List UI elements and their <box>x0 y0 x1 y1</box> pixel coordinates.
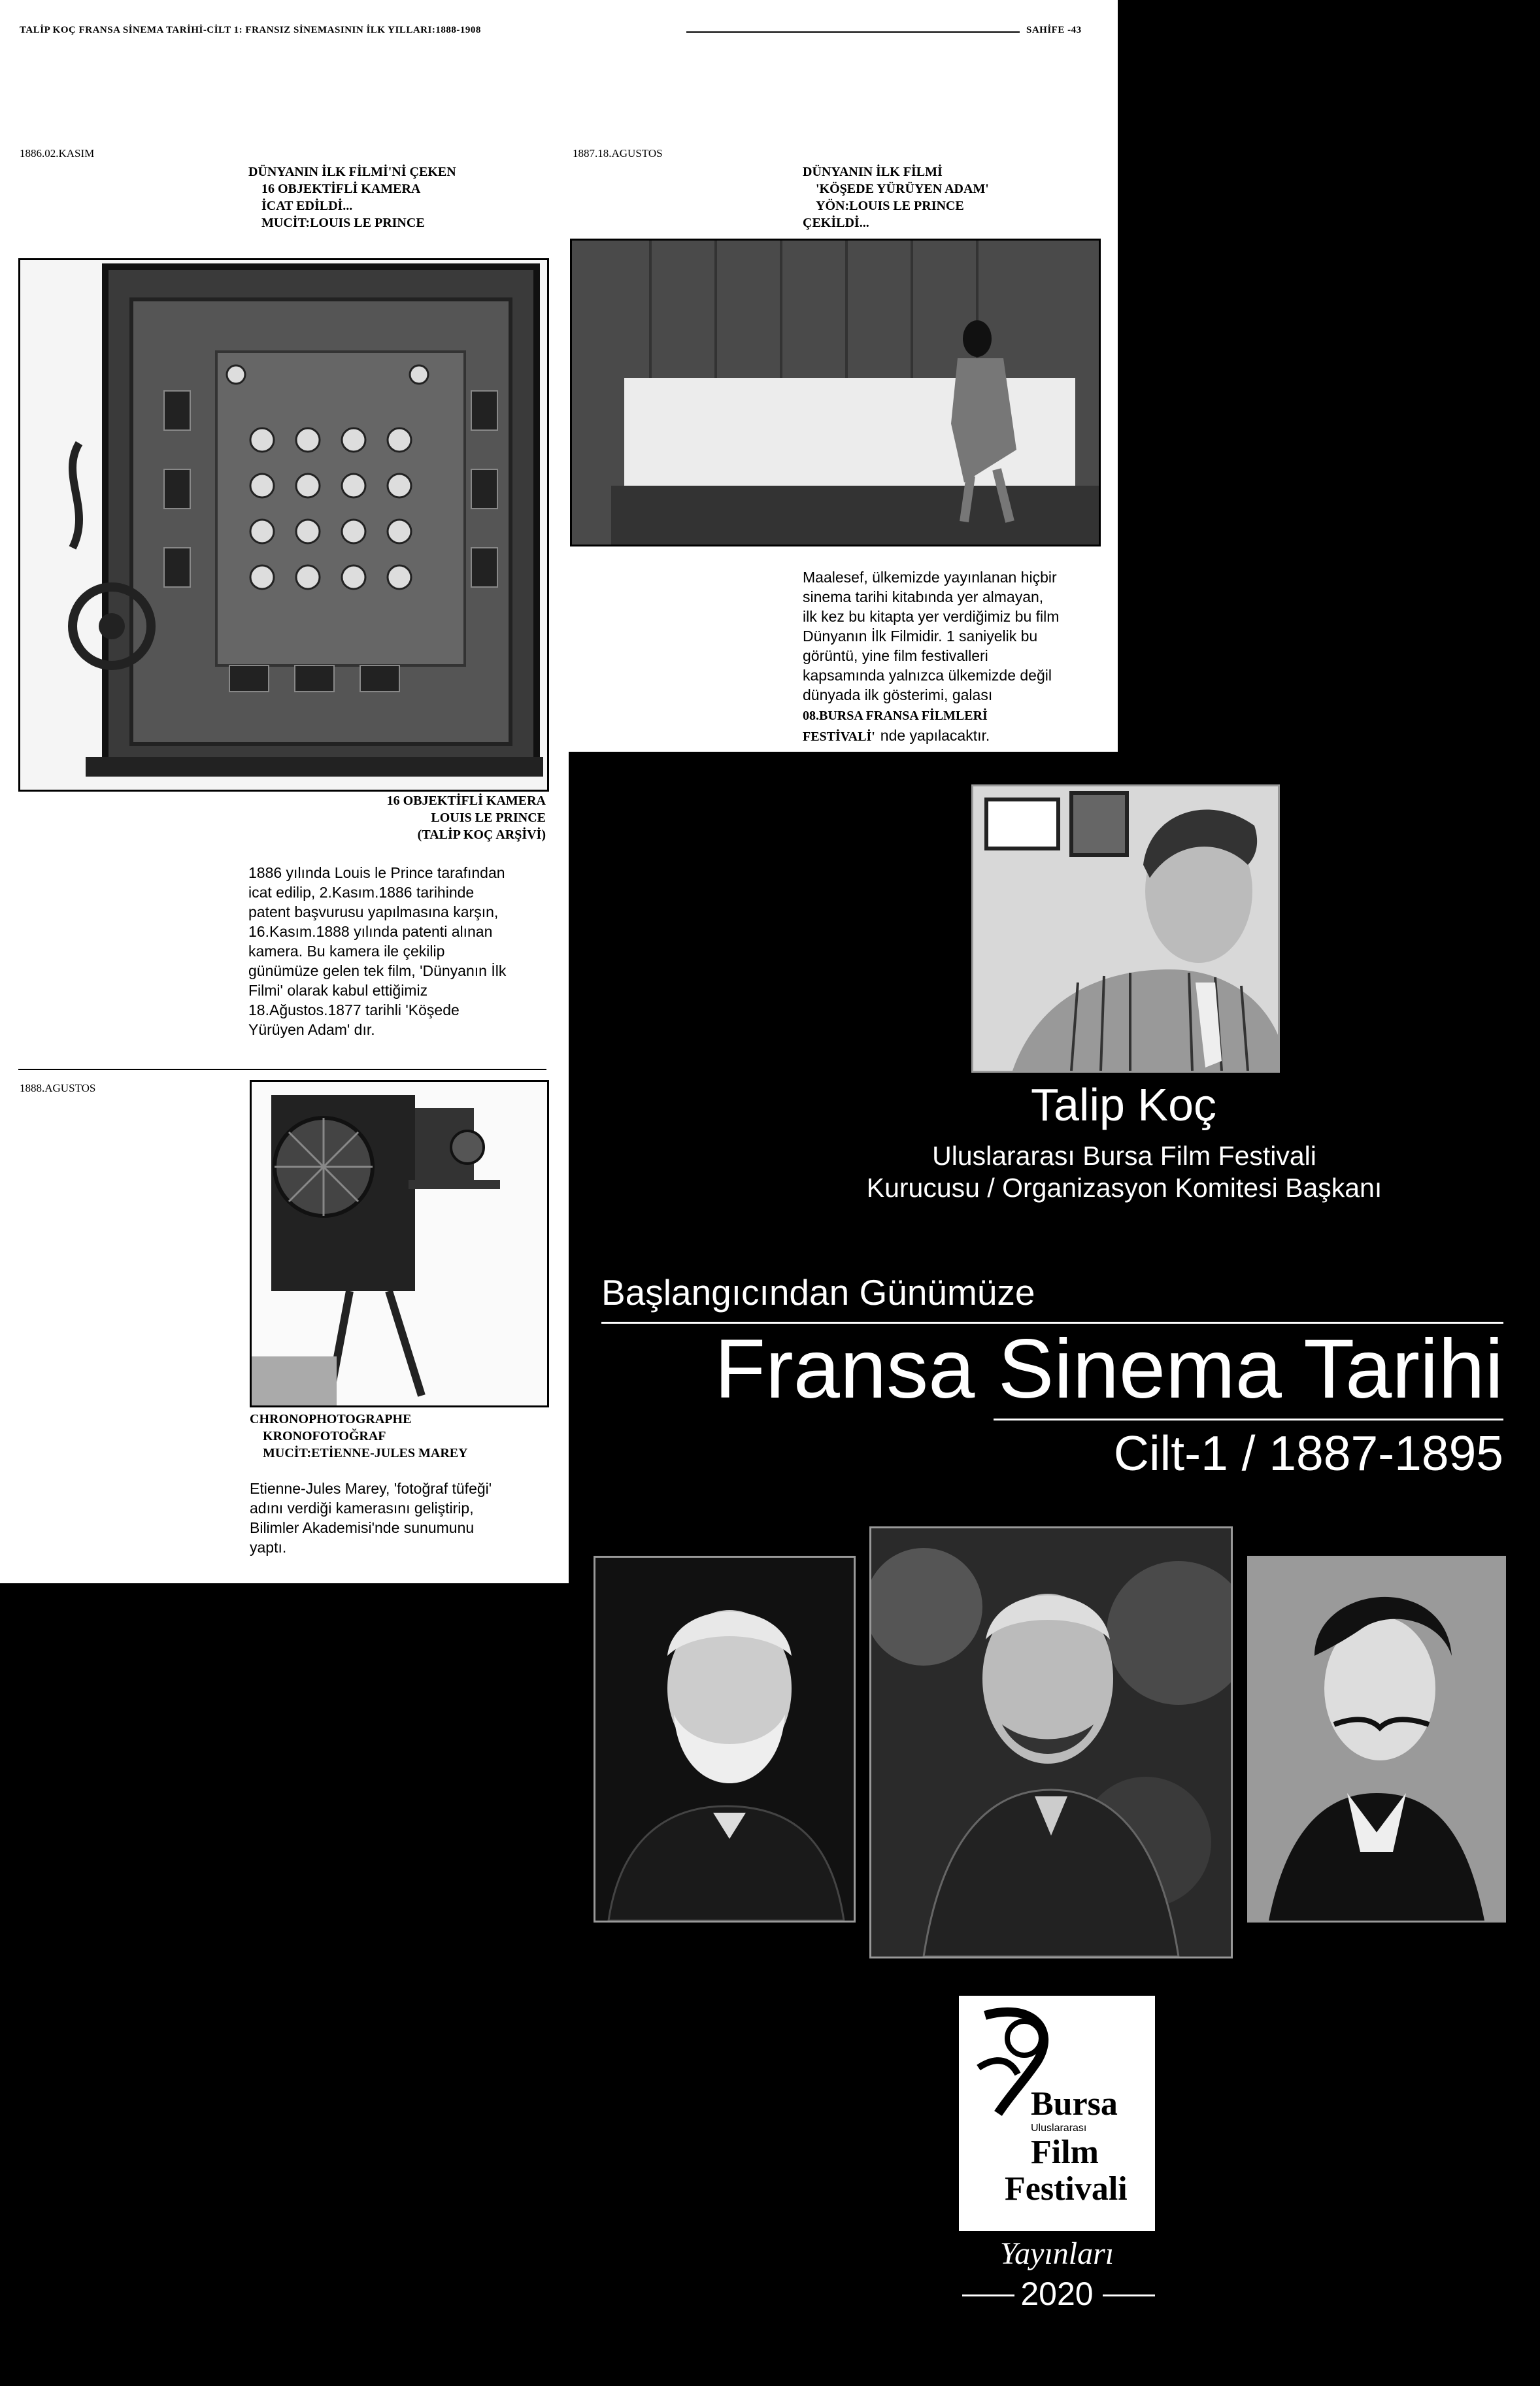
author-role-line2: Kurucusu / Organizasyon Komitesi Başkanı <box>866 1173 1382 1203</box>
heading-line: İCAT EDİLDİ... <box>261 199 353 213</box>
section1-caption: 16 OBJEKTİFLİ KAMERA LOUIS LE PRINCE (TALİP KOÇ ARŞİVİ) <box>386 794 546 842</box>
heading-line: YÖN:LOUIS LE PRINCE <box>816 199 964 213</box>
page-number: SAHİFE -43 <box>1026 25 1082 35</box>
portrait-bearded-man <box>594 1556 856 1923</box>
section1-body: 1886 yılında Louis le Prince tarafından icat edilip, 2.Kasım.1886 tarihinde patent başvurusu yapılmasına karşın, 16.Kasım.1888 yılında patenti alınan kamera. Bu kamera ile çekilip günümüze gelen tek film, 'Dünyanın İlk Filmi' olarak kabul ettiğimiz 18.Ağustos.1877 tarihli 'Köşede Yürüyen Adam' dır. <box>248 864 507 1038</box>
publication-year: 2020 <box>1020 2276 1094 2312</box>
heading-line: MUCİT:LOUIS LE PRINCE <box>261 216 425 230</box>
publisher-imprint: Yayınları <box>999 2236 1114 2271</box>
heading-line: 16 OBJEKTİFLİ KAMERA <box>261 182 421 196</box>
logo-word-bursa: Bursa <box>1031 2085 1118 2123</box>
chronophotographe-photo <box>250 1080 549 1407</box>
section3-caption: CHRONOPHOTOGRAPHE KRONOFOTOĞRAF MUCİT:ETİENNE-JULES MAREY <box>250 1412 468 1460</box>
author-name: Talip Koç <box>1030 1079 1217 1130</box>
festival-logo <box>959 1996 1155 2231</box>
author-role-line1: Uluslararası Bursa Film Festivali <box>932 1141 1316 1171</box>
section3-body: Etienne-Jules Marey, 'fotoğraf tüfeği' adını verdiği kamerasını geliştirip, Bilimler Akademisi'nde sunumunu yaptı. <box>250 1480 492 1556</box>
year-rule-right <box>1103 2294 1155 2296</box>
book-volume: Cilt-1 / 1887-1895 <box>1113 1426 1503 1481</box>
film-still-walking-man <box>570 239 1101 546</box>
year-rule-left <box>962 2294 1014 2296</box>
book-title: Fransa Sinema Tarihi <box>714 1322 1503 1416</box>
running-title: TALİP KOÇ FRANSA SİNEMA TARİHİ-CİLT 1: FRANSIZ SİNEMASININ İLK YILLARI:1888-1908 <box>20 25 481 35</box>
author-portrait <box>971 784 1280 1073</box>
logo-word-film: Film <box>1031 2134 1099 2171</box>
logo-word-festivali: Festivali <box>1005 2170 1128 2208</box>
section1-heading: DÜNYANIN İLK FİLMİ'Nİ ÇEKEN 16 OBJEKTİFLİ KAMERA İCAT EDİLDİ... MUCİT:LOUIS LE PRINCE <box>248 165 456 230</box>
portrait-young-man-moustache <box>1247 1556 1506 1923</box>
heading-line: 'KÖŞEDE YÜRÜYEN ADAM' <box>816 182 989 196</box>
section3-date: 1888.AGUSTOS <box>20 1082 96 1094</box>
section2-body: Maalesef, ülkemizde yayınlanan hiçbir sinema tarihi kitabında yer almayan, ilk kez bu kitapta yer verdiğimiz bu film Dünyanın İlk Filmidir. 1 saniyelik bu görüntü, yine film festivalleri kapsamında yalnızca ülkemizde değil dünyada ilk gösterimi, galası 08.BURSA FRANSA FİLMLERİ FESTİVALİ' nde yapılacaktır. <box>803 569 1060 744</box>
portrait-man-garden <box>869 1526 1233 1958</box>
header-rule <box>686 31 1020 33</box>
section2-heading: DÜNYANIN İLK FİLMİ 'KÖŞEDE YÜRÜYEN ADAM' YÖN:LOUIS LE PRINCE ÇEKİLDİ... <box>803 165 989 230</box>
book-subtitle: Başlangıcından Günümüze <box>601 1272 1035 1313</box>
section2-date: 1887.18.AGUSTOS <box>573 147 663 160</box>
section1-date: 1886.02.KASIM <box>20 147 95 160</box>
section-divider <box>18 1069 546 1070</box>
camera-photo-16-lens <box>18 258 549 792</box>
title-rule-bottom <box>994 1419 1503 1420</box>
logo-word-uluslararasi: Uluslararası <box>1031 2123 1087 2134</box>
heading-line: ÇEKİLDİ... <box>803 216 869 230</box>
